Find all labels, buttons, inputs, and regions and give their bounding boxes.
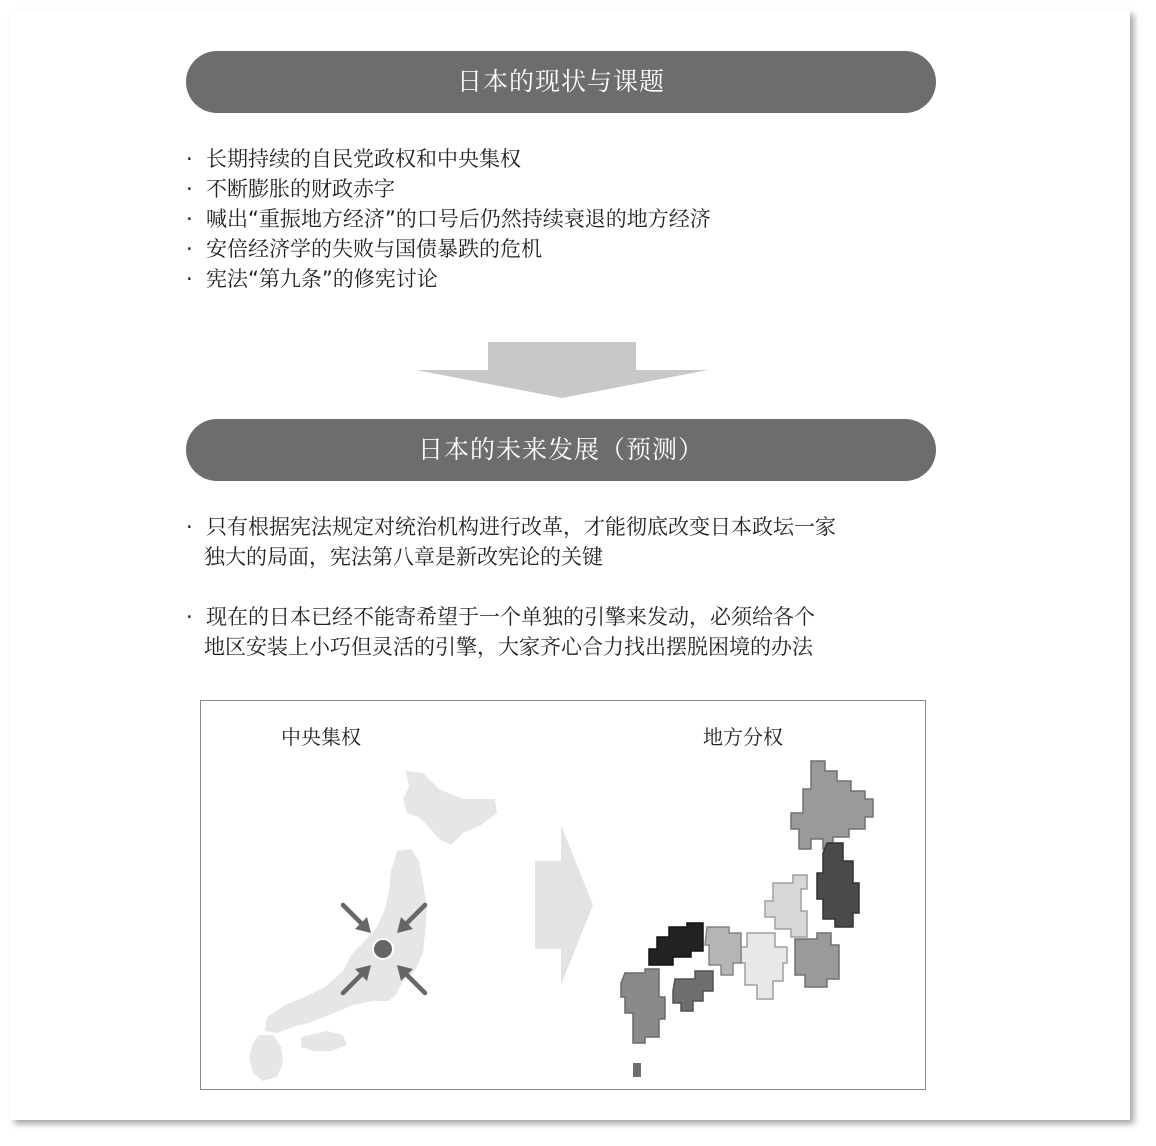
list-item-text: 喊出“重振地方经济”的口号后仍然持续衰退的地方经济 (206, 207, 711, 231)
centralization-label: 中央集权 (281, 725, 361, 749)
future-forecast-list (186, 512, 946, 692)
tokyo-center-dot (373, 939, 393, 959)
list-item-text: 不断膨胀的财政赤字 (206, 177, 395, 201)
list-item (186, 174, 711, 204)
bullet-dot: · (186, 177, 193, 201)
bullet-dot: · (186, 515, 193, 539)
bullet-dot: · (186, 237, 193, 261)
right-arrow-icon (535, 825, 593, 985)
list-item (186, 264, 711, 294)
down-arrow-icon (414, 340, 710, 400)
bullet-dot: · (186, 207, 193, 231)
list-item-text: 长期持续的自民党政权和中央集权 (206, 147, 521, 171)
list-item-line1: 只有根据宪法规定对统治机构进行改革，才能彻底改变日本政坛一家 (206, 515, 836, 539)
list-item (186, 512, 946, 572)
current-status-banner: 日本的现状与课题 (186, 51, 936, 113)
bullet-dot: · (186, 605, 193, 629)
bullet-dot: · (186, 147, 193, 171)
list-item (186, 144, 711, 174)
bullet-dot: · (186, 267, 193, 291)
list-item (186, 204, 711, 234)
list-item (186, 602, 946, 662)
list-item-text: 宪法“第九条”的修宪讨论 (206, 267, 438, 291)
current-status-list (186, 144, 711, 294)
list-item-line1: 现在的日本已经不能寄希望于一个单独的引擎来发动，必须给各个 (206, 605, 815, 629)
list-item-line2: 独大的局面，宪法第八章是新改宪论的关键 (204, 545, 603, 569)
japan-map-comparison (200, 700, 926, 1090)
decentralization-label: 地方分权 (703, 725, 783, 749)
list-item-text: 安倍经济学的失败与国债暴跌的危机 (206, 237, 542, 261)
centralized-japan-map (249, 771, 497, 1081)
maps-canvas (201, 701, 925, 1089)
decentralized-japan-map (621, 761, 873, 1077)
list-item (186, 234, 711, 264)
list-item-line2: 地区安装上小巧但灵活的引擎，大家齐心合力找出摆脱困境的办法 (204, 635, 813, 659)
future-forecast-banner: 日本的未来发展（预测） (186, 419, 936, 481)
